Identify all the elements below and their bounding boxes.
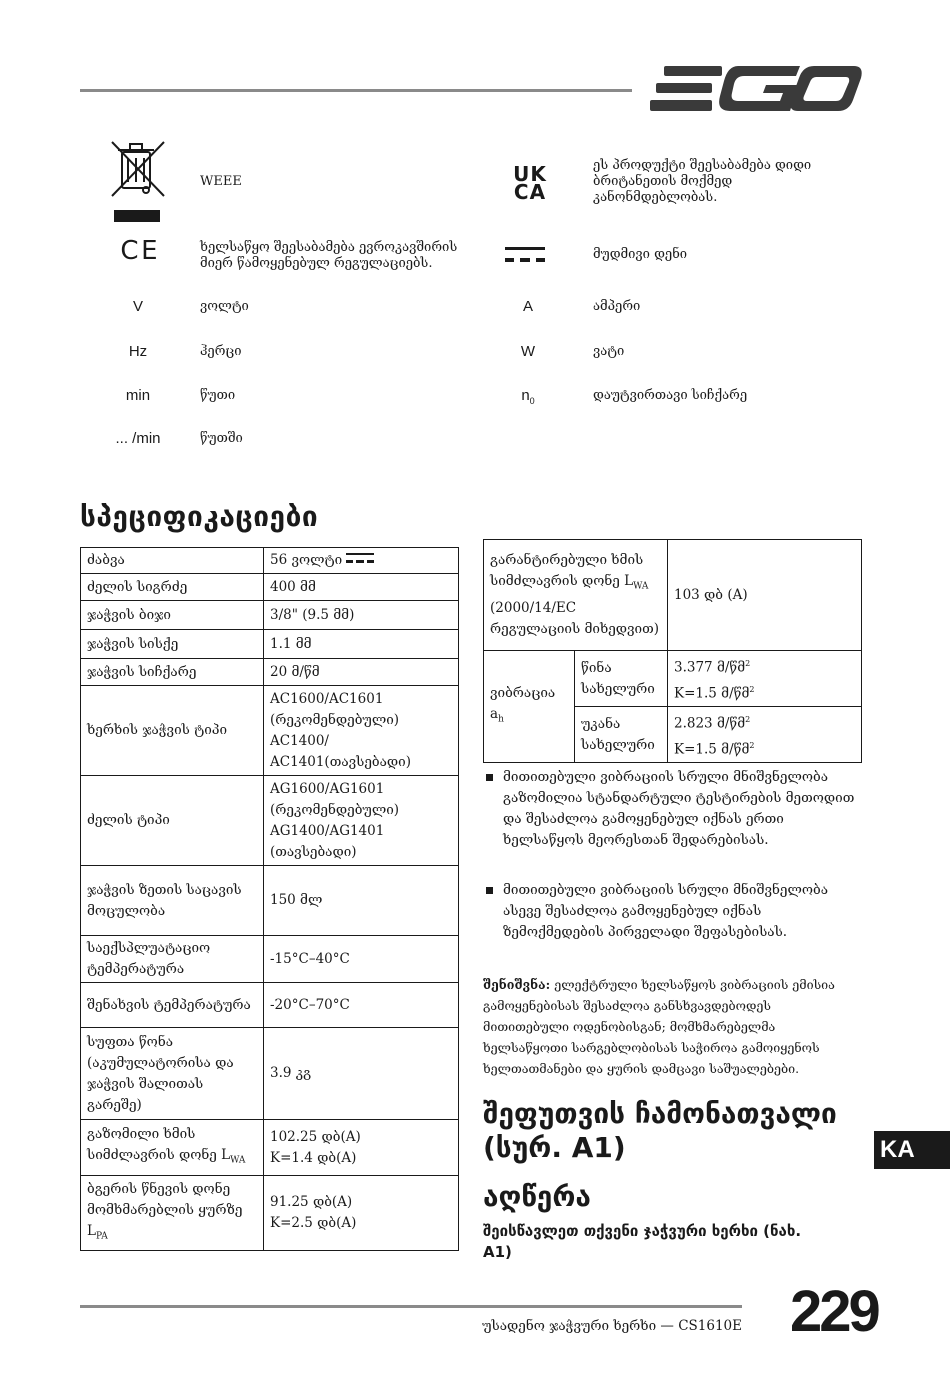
per-minute-symbol: ... /min [115,430,161,447]
guaranteed-sound-label: გარანტირებული ხმის სიმძლავრის დონე $L_{WA}$ (2000/14/EC რეგულაციის მიხედვით) [484,540,668,651]
spec-value-cell: 400 მმ [264,574,459,601]
spec-label-cell: ჯაჭვის ზეთის საცავის მოცულობა [81,866,264,936]
spec-value-cell: 20 მ/წმ [264,659,459,686]
note-label: შენიშვნა: [483,977,551,992]
language-tab-label: KA [880,1136,915,1163]
hertz-symbol: Hz [128,343,148,360]
bullet-text: მითითებული ვიბრაციის სრული მნიშვნელობა ასევე შესაძლოა გამოყენებულ იქნას ზემოქმედების პირველადი შეფასებისას. [503,882,829,940]
minute-label: წუთი [200,388,236,403]
dc-label: მუდმივი დენი [593,247,688,262]
ampere-label: ამპერი [593,299,641,314]
spec-label-cell: ძაბვა [81,548,264,574]
spec-label-cell: ჯაჭვის სისქე [81,630,264,659]
bullet-square-icon [486,887,493,894]
note-paragraph [483,974,861,1079]
spec-label-cell: შენახვის ტემპერატურა [81,983,264,1028]
spec-label-cell: ძელის სიგრძე [81,574,264,601]
spec-label-cell: საექსპლუატაციო ტემპერატურა [81,936,264,983]
spec-label-cell: ჯაჭვის ბიჯი [81,601,264,630]
guaranteed-sound-value: 103 დბ (A) [668,540,862,651]
table-row [81,686,459,776]
table-row [81,601,459,630]
spec-value-cell: AC1600/AC1601 (რეკომენდებული) AC1400/ AC1401(თავსებადი) [264,686,459,776]
minute-symbol: min [125,387,151,404]
spec-value-cell: 150 მლ [264,866,459,936]
front-handle-value: 3.377 მ/წმ$^2$ K=1.5 მ/წმ$^2$ [668,651,862,707]
table-row [81,630,459,659]
ce-mark-icon: C E [120,236,158,266]
table-row [81,574,459,601]
spec-value-cell: 3.9 კგ [264,1028,459,1120]
weee-label: WEEE [200,174,242,189]
ego-logo [650,66,862,112]
bullet-square-icon [486,774,493,781]
spec-label-cell: ხერხის ჯაჭვის ტიპი [81,686,264,776]
table-row [81,983,459,1028]
table-row [81,1176,459,1251]
no-load-speed-symbol: $n_0$ [521,387,535,406]
description-text: შეისწავლეთ თქვენი ჯაჭვური ხერხი (ნახ. A1) [483,1222,802,1261]
spec-value-cell: 3/8" (9.5 მმ) [264,601,459,630]
rear-handle-label: უკანა სახელური [575,707,668,763]
page-number: 229 [790,1279,878,1344]
header-rule [80,89,632,92]
table-row [81,548,459,574]
spec-value-cell: 102.25 დბ(A) K=1.4 დბ(A) [264,1120,459,1176]
spec-label-cell: ბგერის წნევის დონე მომხმარებლის ყურზე $L_{PA}$ [81,1176,264,1251]
ce-label: ხელსაწყო შეესაბამება ევროკავშირის მიერ წამოყენებულ რეგულაციებს. [200,240,458,271]
no-load-speed-label: დაუტვირთავი სიჩქარე [593,388,748,403]
hertz-label: ჰერცი [200,344,242,359]
volt-label: ვოლტი [200,299,249,314]
bullet-text: მითითებული ვიბრაციის სრული მნიშვნელობა გაზომილია სტანდარტული ტესტირების მეთოდით და შესაძლოა გამოყენებულ იქნას ერთი ხელსაწყოს მეორესთან შედარებისას. [503,769,855,848]
footer-rule [80,1305,742,1308]
direct-current-icon [505,245,545,265]
spec-label-cell: ძელის ტიპი [81,776,264,866]
spec-value-cell: -15°C–40°C [264,936,459,983]
weee-bin-icon [108,138,168,224]
spec-value-cell: 56 ვოლტი [264,548,459,574]
table-row [81,936,459,983]
list-item [486,880,861,943]
packing-title: შეფუთვის ჩამონათვალი (სურ. A1) [483,1097,837,1164]
ukca-label: ეს პროდუქტი შეესაბამება დიდი ბრიტანეთის მოქმედ კანონმდებლობას. [593,158,812,205]
spec-value-cell: 91.25 დბ(A) K=2.5 დბ(A) [264,1176,459,1251]
spec-value-cell: AG1600/AG1601 (რეკომენდებული) AG1400/AG1401 (თავსებადი) [264,776,459,866]
table-row [81,776,459,866]
table-row [81,1120,459,1176]
description-heading: აღწერა [483,1180,591,1213]
spec-table-right [483,539,862,763]
per-minute-label: წუთში [200,431,243,446]
volt-symbol: V [132,298,143,315]
ukca-mark-icon: UK CA [513,162,547,204]
table-row [81,1028,459,1120]
spec-table-left [80,547,459,1251]
table-row [484,651,862,707]
list-item [486,767,861,851]
spec-label-cell: სუფთა წონა (აკუმულატორისა და ჯაჭვის შალითას გარეშე) [81,1028,264,1120]
rear-handle-value: 2.823 მ/წმ$^2$ K=1.5 მ/წმ$^2$ [668,707,862,763]
vibration-label: ვიბრაცია $a_h$ [484,651,575,763]
ampere-symbol: A [522,298,533,315]
note-text: ელექტრული ხელსაწყოს ვიბრაციის ემისია გამოყენებისას შესაძლოა განსხვავდებოდეს მითითებული ოდენობისგან; მომხმარებელმა ხელსაწყოთი სარგებლობისას საჭიროა გამოიყენოს ხელთათმანები და ყურის დამცავი საშუალებები. [483,977,835,1076]
spec-value-cell: -20°C–70°C [264,983,459,1028]
direct-current-icon [346,552,374,564]
front-handle-label: წინა სახელური [575,651,668,707]
watt-label: ვატი [593,344,625,359]
spec-value-cell: 1.1 მმ [264,630,459,659]
spec-label-cell: ჯაჭვის სიჩქარე [81,659,264,686]
spec-label-cell: გაზომილი ხმის სიმძლავრის დონე $L_{WA}$ [81,1120,264,1176]
specs-title: სპეციფიკაციები [80,500,319,533]
table-row [81,866,459,936]
language-tab [874,1131,950,1169]
footer-text: უსადენო ჯაჭვური ხერხი — CS1610E [482,1318,742,1334]
table-row [81,659,459,686]
table-row [484,540,862,651]
watt-symbol: W [520,343,536,360]
